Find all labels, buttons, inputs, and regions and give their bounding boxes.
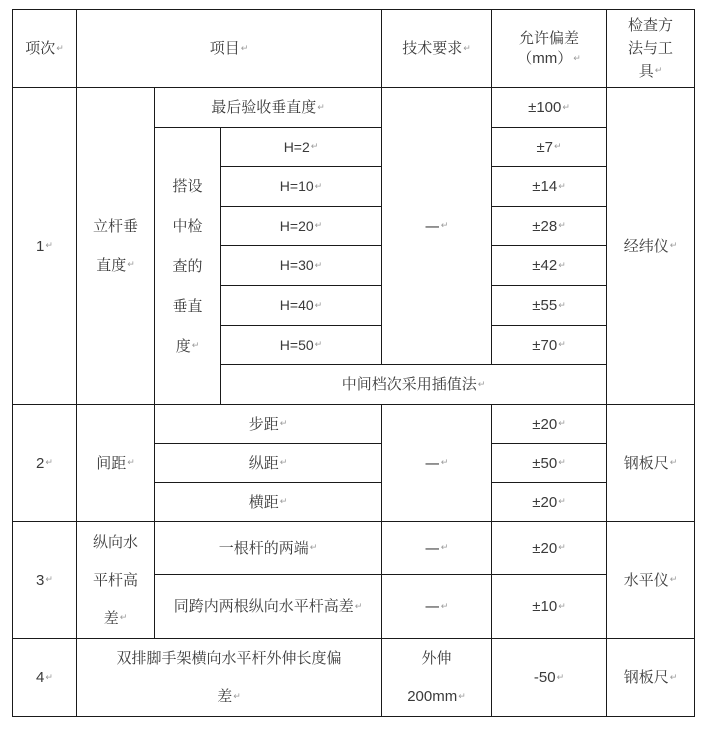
interpolation-note: [221, 365, 607, 405]
spacing-label-cell: [155, 405, 382, 444]
paragraph-mark-icon: ↵: [45, 575, 53, 585]
group3-item-line3: 差: [103, 608, 119, 627]
paragraph-mark-icon: ↵: [440, 601, 449, 612]
group4-item-line2: 差: [217, 687, 233, 706]
paragraph-mark-icon: ↵: [127, 260, 135, 270]
group1-final-tolerance: [492, 88, 607, 128]
table-row: [13, 639, 695, 717]
group4-requirement: [382, 639, 492, 717]
paragraph-mark-icon: ↵: [558, 181, 566, 192]
tolerance-value: ±50: [532, 454, 558, 472]
height-cell: [221, 207, 382, 246]
header-method-line3: 具: [638, 62, 654, 80]
group3-item: [77, 522, 155, 639]
height-value: H=2: [283, 138, 310, 155]
group1-requirement-label: —: [424, 216, 440, 235]
paragraph-mark-icon: ↵: [669, 575, 678, 586]
paragraph-mark-icon: ↵: [562, 102, 570, 113]
header-row: [13, 10, 695, 88]
tolerance-value: ±28: [532, 217, 558, 235]
tolerance-cell: [492, 483, 607, 522]
tolerance-value: ±7: [536, 138, 554, 156]
tolerance-value: -50: [533, 669, 556, 686]
header-requirement: [382, 10, 492, 88]
spacing-label: 纵距: [248, 453, 279, 472]
group4-tolerance: [492, 639, 607, 717]
group3-index: [13, 522, 77, 639]
paragraph-mark-icon: ↵: [279, 419, 288, 430]
tolerance-value: ±14: [532, 178, 558, 195]
requirement-cell: [382, 522, 492, 575]
requirement-value: —: [424, 597, 440, 616]
group3-method: [607, 522, 695, 639]
final-tolerance-value: ±100: [528, 99, 562, 116]
tolerance-value: ±10: [532, 598, 558, 615]
spacing-label: 横距: [248, 492, 279, 511]
level-label: 同跨内两根纵向水平杆高差: [173, 597, 354, 616]
group1-final-label: [155, 88, 382, 128]
group1-method-label: 经纬仪: [623, 236, 669, 255]
group4-method-label: 钢板尺: [623, 668, 669, 687]
paragraph-mark-icon: ↵: [310, 142, 319, 153]
paragraph-mark-icon: ↵: [354, 601, 363, 612]
level-label-cell: [155, 522, 382, 575]
during-line2: 中检: [172, 216, 203, 235]
height-value: H=40: [279, 297, 314, 314]
height-cell: [221, 167, 382, 207]
paragraph-mark-icon: ↵: [477, 379, 486, 390]
group4-index: [13, 639, 77, 717]
paragraph-mark-icon: ↵: [314, 340, 323, 351]
paragraph-mark-icon: ↵: [56, 43, 64, 54]
group4-item-line1: 双排脚手架横向水平杆外伸长度偏: [116, 649, 342, 668]
group4-method: [607, 639, 695, 717]
group3-item-line2: 平杆高: [92, 570, 138, 589]
paragraph-mark-icon: ↵: [558, 300, 566, 311]
paragraph-mark-icon: ↵: [119, 613, 128, 624]
group1-index-label: 1: [36, 237, 45, 255]
tolerance-cell: [492, 246, 607, 286]
group1-method: [607, 88, 695, 405]
height-cell: [221, 128, 382, 167]
paragraph-mark-icon: ↵: [654, 66, 663, 76]
group3-item-line1: 纵向水: [92, 532, 138, 551]
scaffold-tolerance-table: [12, 9, 695, 717]
paragraph-mark-icon: ↵: [279, 497, 288, 508]
group4-requirement-line2: 200mm: [407, 688, 458, 705]
paragraph-mark-icon: ↵: [556, 672, 565, 683]
tolerance-cell: [492, 575, 607, 639]
tolerance-cell: [492, 522, 607, 575]
header-method-line1: 检查方: [627, 16, 673, 34]
during-line4: 垂直: [172, 296, 203, 315]
during-line1: 搭设: [172, 176, 203, 195]
tolerance-cell: [492, 326, 607, 365]
group2-method-label: 钢板尺: [623, 453, 669, 472]
header-tolerance-line2: （mm）: [517, 50, 573, 67]
header-requirement-label: 技术要求: [402, 39, 463, 58]
group1-requirement: [382, 88, 492, 365]
group1-item-line1: 立杆垂: [92, 217, 138, 235]
paragraph-mark-icon: ↵: [463, 43, 471, 54]
group1-item-line2: 直度: [96, 256, 127, 274]
tolerance-cell: [492, 405, 607, 444]
paragraph-mark-icon: ↵: [554, 142, 562, 152]
paragraph-mark-icon: ↵: [279, 458, 288, 469]
group3-method-label: 水平仪: [623, 570, 669, 589]
paragraph-mark-icon: ↵: [309, 543, 318, 554]
paragraph-mark-icon: ↵: [558, 340, 566, 350]
tolerance-value: ±20: [532, 493, 558, 511]
header-item: [77, 10, 382, 88]
group4-index-label: 4: [36, 669, 45, 686]
paragraph-mark-icon: ↵: [314, 221, 323, 232]
paragraph-mark-icon: ↵: [127, 458, 135, 469]
group2-method: [607, 405, 695, 522]
interpolation-note-label: 中间档次采用插值法: [341, 375, 477, 394]
tolerance-value: ±20: [532, 415, 558, 433]
height-value: H=50: [279, 336, 314, 353]
level-label: 一根杆的两端: [218, 538, 309, 557]
paragraph-mark-icon: ↵: [558, 221, 566, 231]
tolerance-value: ±55: [532, 297, 558, 314]
spacing-label: 步距: [248, 414, 279, 433]
paragraph-mark-icon: ↵: [240, 43, 249, 54]
tolerance-value: ±70: [532, 336, 558, 354]
group2-item: [77, 405, 155, 522]
height-cell: [221, 246, 382, 286]
group2-index: [13, 405, 77, 522]
paragraph-mark-icon: ↵: [314, 260, 323, 271]
group2-requirement-label: —: [424, 453, 440, 472]
group1-item: [77, 88, 155, 405]
header-index: [13, 10, 77, 88]
during-line3: 查的: [172, 256, 203, 275]
final-verticality-label: 最后验收垂直度: [211, 98, 317, 117]
header-method-line2: 法与工: [627, 39, 673, 57]
header-item-label: 项目: [209, 39, 240, 58]
paragraph-mark-icon: ↵: [558, 260, 566, 271]
requirement-value: —: [424, 538, 440, 557]
header-method: [607, 10, 695, 88]
paragraph-mark-icon: ↵: [573, 53, 581, 64]
tolerance-cell: [492, 444, 607, 483]
tolerance-cell: [492, 207, 607, 246]
paragraph-mark-icon: ↵: [45, 672, 53, 683]
header-tolerance-line1: 允许偏差: [518, 29, 579, 47]
group2-item-label: 间距: [96, 453, 127, 472]
height-cell: [221, 326, 382, 365]
tolerance-value: ±42: [532, 257, 558, 274]
during-line5: 度: [175, 336, 191, 355]
group1-index: [13, 88, 77, 405]
paragraph-mark-icon: ↵: [669, 241, 678, 252]
paragraph-mark-icon: ↵: [458, 691, 466, 702]
table-row: [13, 522, 695, 575]
paragraph-mark-icon: ↵: [558, 601, 566, 612]
paragraph-mark-icon: ↵: [314, 181, 323, 192]
height-value: H=10: [279, 178, 314, 195]
paragraph-mark-icon: ↵: [317, 102, 325, 113]
tolerance-cell: [492, 167, 607, 207]
paragraph-mark-icon: ↵: [440, 221, 449, 232]
tolerance-cell: [492, 128, 607, 167]
paragraph-mark-icon: ↵: [558, 497, 566, 507]
header-index-label: 项次: [25, 39, 56, 58]
spacing-label-cell: [155, 483, 382, 522]
paragraph-mark-icon: ↵: [191, 341, 200, 352]
paragraph-mark-icon: ↵: [558, 543, 566, 553]
paragraph-mark-icon: ↵: [669, 458, 678, 469]
paragraph-mark-icon: ↵: [669, 672, 678, 683]
paragraph-mark-icon: ↵: [558, 458, 566, 468]
header-tolerance: [492, 10, 607, 88]
group4-item: [77, 639, 382, 717]
tolerance-value: ±20: [532, 539, 558, 557]
paragraph-mark-icon: ↵: [440, 458, 449, 469]
paragraph-mark-icon: ↵: [314, 300, 323, 311]
paragraph-mark-icon: ↵: [233, 691, 241, 702]
level-label-cell: [155, 575, 382, 639]
paragraph-mark-icon: ↵: [45, 241, 53, 251]
group2-index-label: 2: [36, 454, 45, 472]
tolerance-cell: [492, 286, 607, 326]
spacing-label-cell: [155, 444, 382, 483]
paragraph-mark-icon: ↵: [45, 458, 53, 468]
height-value: H=30: [279, 257, 314, 274]
group4-requirement-line1: 外伸: [421, 649, 452, 667]
height-value: H=20: [279, 217, 314, 234]
paragraph-mark-icon: ↵: [440, 543, 449, 554]
requirement-cell: [382, 575, 492, 639]
paragraph-mark-icon: ↵: [558, 419, 566, 429]
group1-during-label: [155, 128, 221, 405]
table-row: [13, 405, 695, 444]
table-row: [13, 88, 695, 128]
group3-index-label: 3: [36, 571, 45, 589]
group2-requirement: [382, 405, 492, 522]
height-cell: [221, 286, 382, 326]
